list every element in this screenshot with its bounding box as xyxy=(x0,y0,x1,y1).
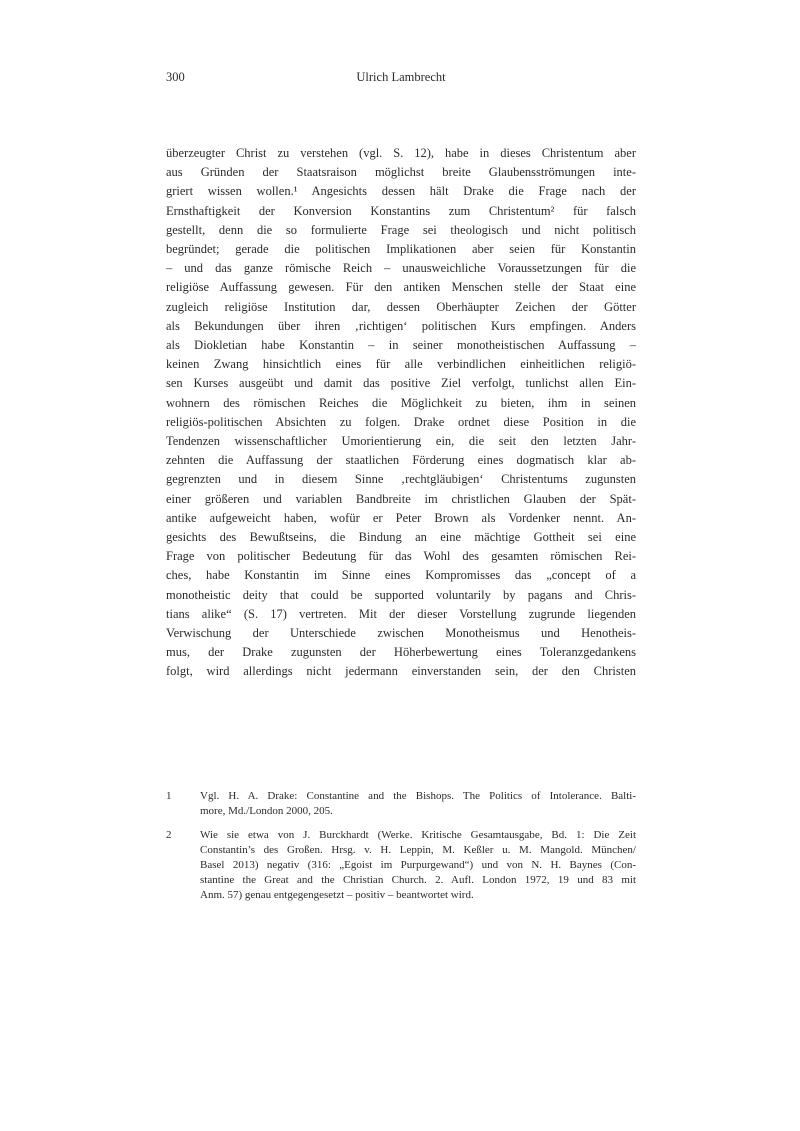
body-line: antike aufgeweicht haben, wofür er Peter Brown als Vordenker nennt. An- xyxy=(166,510,636,525)
body-line: griert wissen wollen.¹ Angesichts dessen hält Drake die Frage nach der xyxy=(166,184,636,199)
body-line: mus, der Drake zugunsten der Höherbewertung eines Toleranzgedankens xyxy=(166,645,636,660)
body-line: ches, habe Konstantin im Sinne eines Kompromisses das „concept of a xyxy=(166,568,636,583)
body-line: sen Kurses ausgeübt und damit das positive Ziel verfolgt, tunlichst allen Ein- xyxy=(166,376,636,391)
body-line: zehnten die Auffassung der staatlichen Förderung eines dogmatisch klar ab- xyxy=(166,453,636,468)
footnote-line: Constantin’s des Großen. Hrsg. v. H. Leppin, M. Keßler u. M. Mangold. München/ xyxy=(200,844,636,856)
body-line: einer größeren und variablen Bandbreite im christlichen Glauben der Spät- xyxy=(166,491,636,506)
body-line: Tendenzen wissenschaftlicher Umorientierung ein, die seit den letzten Jahr- xyxy=(166,434,636,449)
body-line: Verwischung der Unterschiede zwischen Monotheismus und Henotheis- xyxy=(166,626,636,641)
body-line: begründet; gerade die politischen Implikationen aber seien für Konstantin xyxy=(166,242,636,257)
body-line: Ernsthaftigkeit der Konversion Konstantins zum Christentum² für falsch xyxy=(166,203,636,218)
footnote-text xyxy=(200,789,636,819)
body-line: als Bekundungen über ihren ‚richtigen‘ politischen Kurs empfingen. Anders xyxy=(166,318,636,333)
footnotes-section xyxy=(166,789,636,912)
body-line: monotheistic deity that could be supported voluntarily by pagans and Chris- xyxy=(166,587,636,602)
body-line: religiös-politischen Absichten zu folgen. Drake ordnet diese Position in die xyxy=(166,414,636,429)
footnote-line: more, Md./London 2000, 205. xyxy=(200,805,333,817)
body-line: tians alike“ (S. 17) vertreten. Mit der dieser Vorstellung zugrunde liegenden xyxy=(166,606,636,621)
page-number: 300 xyxy=(166,70,185,84)
body-line: folgt, wird allerdings nicht jedermann einverstanden sein, der den Christen xyxy=(166,664,636,679)
body-line: Frage von politischer Bedeutung für das Wohl des gesamten römischen Rei- xyxy=(166,549,636,564)
footnote-line: Anm. 57) genau entgegengesetzt – positiv – beantwortet wird. xyxy=(200,889,474,901)
page-header xyxy=(166,70,636,85)
footnote-text xyxy=(200,828,636,903)
body-line: gesichts des Bewußtseins, die Bindung an eine mächtige Gottheit sei eine xyxy=(166,530,636,545)
footnote-line: Vgl. H. A. Drake: Constantine and the Bishops. The Politics of Intolerance. Balti- xyxy=(200,790,636,802)
body-line: aus Gründen der Staatsraison möglichst breite Glaubensströmungen inte- xyxy=(166,165,636,180)
body-line: keinen Zwang hinsichtlich eines für alle verbindlichen einheitlichen religiö- xyxy=(166,357,636,372)
body-text xyxy=(166,144,636,682)
footnote-1 xyxy=(166,789,636,819)
body-line: überzeugter Christ zu verstehen (vgl. S. 12), habe in dieses Christentum aber xyxy=(166,146,636,160)
body-line: als Diokletian habe Konstantin – in seiner monotheistischen Auffassung – xyxy=(166,338,636,353)
body-line: gestellt, denn die so formulierte Frage sei theologisch und nicht politisch xyxy=(166,222,636,237)
body-line: zugleich religiöse Institution dar, dessen Oberhäupter Zeichen der Götter xyxy=(166,299,636,314)
footnote-line: Wie sie etwa von J. Burckhardt (Werke. Kritische Gesamtausgabe, Bd. 1: Die Zeit xyxy=(200,829,636,841)
footnote-line: Basel 2013) negativ (316: „Egoist im Purpurgewand“) und von N. H. Baynes (Con- xyxy=(200,859,636,871)
footnote-number: 2 xyxy=(166,829,172,841)
running-head: Ulrich Lambrecht xyxy=(356,70,446,84)
body-line: religiöse Auffassung gewesen. Für den antiken Menschen stelle der Staat eine xyxy=(166,280,636,295)
footnote-line: stantine the Great and the Christian Church. 2. Aufl. London 1972, 19 und 83 mit xyxy=(200,874,636,886)
footnote-2 xyxy=(166,828,636,903)
body-line: – und das ganze römische Reich – unausweichliche Voraussetzungen für die xyxy=(166,261,636,276)
footnote-number: 1 xyxy=(166,790,172,802)
body-line: gegrenzten und in diesem Sinne ‚rechtgläubigen‘ Christentums zugunsten xyxy=(166,472,636,487)
body-line: wohnern des römischen Reiches die Möglichkeit zu bieten, ihm in seinen xyxy=(166,395,636,410)
